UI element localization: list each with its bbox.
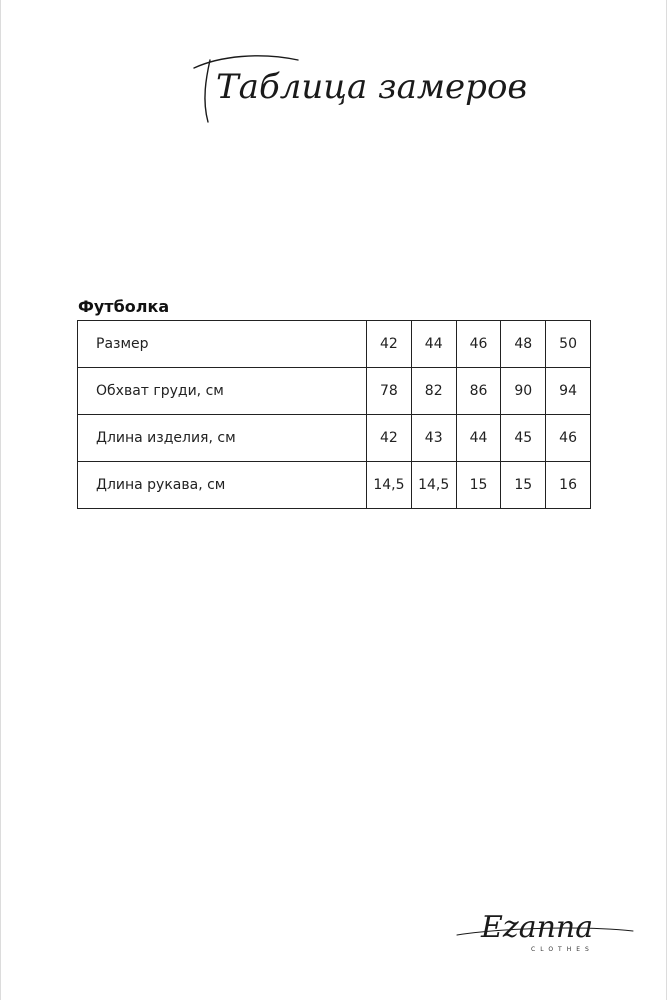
table-cell: 42: [367, 321, 412, 368]
table-cell: 50: [546, 321, 591, 368]
table-cell: 14,5: [411, 462, 456, 509]
brand-name: Ezanna: [481, 910, 594, 945]
table-cell: 15: [456, 462, 501, 509]
brand-tagline: CLOTHES: [531, 946, 594, 953]
table-cell: 86: [456, 368, 501, 415]
heading-script-graphic: [180, 38, 528, 128]
brand-logo: [455, 895, 635, 970]
table-cell: 78: [367, 368, 412, 415]
table-cell: 16: [546, 462, 591, 509]
table-cell: 44: [411, 321, 456, 368]
table-cell: 44: [456, 415, 501, 462]
table-cell: 42: [367, 415, 412, 462]
table-cell: 43: [411, 415, 456, 462]
table-row-length: [78, 415, 591, 462]
page-heading: [180, 38, 528, 128]
table-cell: 46: [546, 415, 591, 462]
row-label: Длина рукава, см: [78, 462, 367, 509]
heading-flourish-stem: [205, 60, 210, 122]
table-cell: 45: [501, 415, 546, 462]
table-cell: 48: [501, 321, 546, 368]
size-table: [77, 320, 591, 509]
brand-logo-graphic: [455, 895, 635, 970]
table-cell: 46: [456, 321, 501, 368]
page-edge-left: [0, 0, 1, 1000]
table-row-chest: [78, 368, 591, 415]
table-cell: 82: [411, 368, 456, 415]
heading-text: Таблица замеров: [216, 67, 528, 107]
table-cell: 15: [501, 462, 546, 509]
product-title: Футболка: [78, 297, 170, 316]
table-row-sleeve: [78, 462, 591, 509]
row-label: Размер: [78, 321, 367, 368]
table-cell: 94: [546, 368, 591, 415]
table-cell: 14,5: [367, 462, 412, 509]
table-cell: 90: [501, 368, 546, 415]
row-label: Обхват груди, см: [78, 368, 367, 415]
table-row-size: [78, 321, 591, 368]
row-label: Длина изделия, см: [78, 415, 367, 462]
